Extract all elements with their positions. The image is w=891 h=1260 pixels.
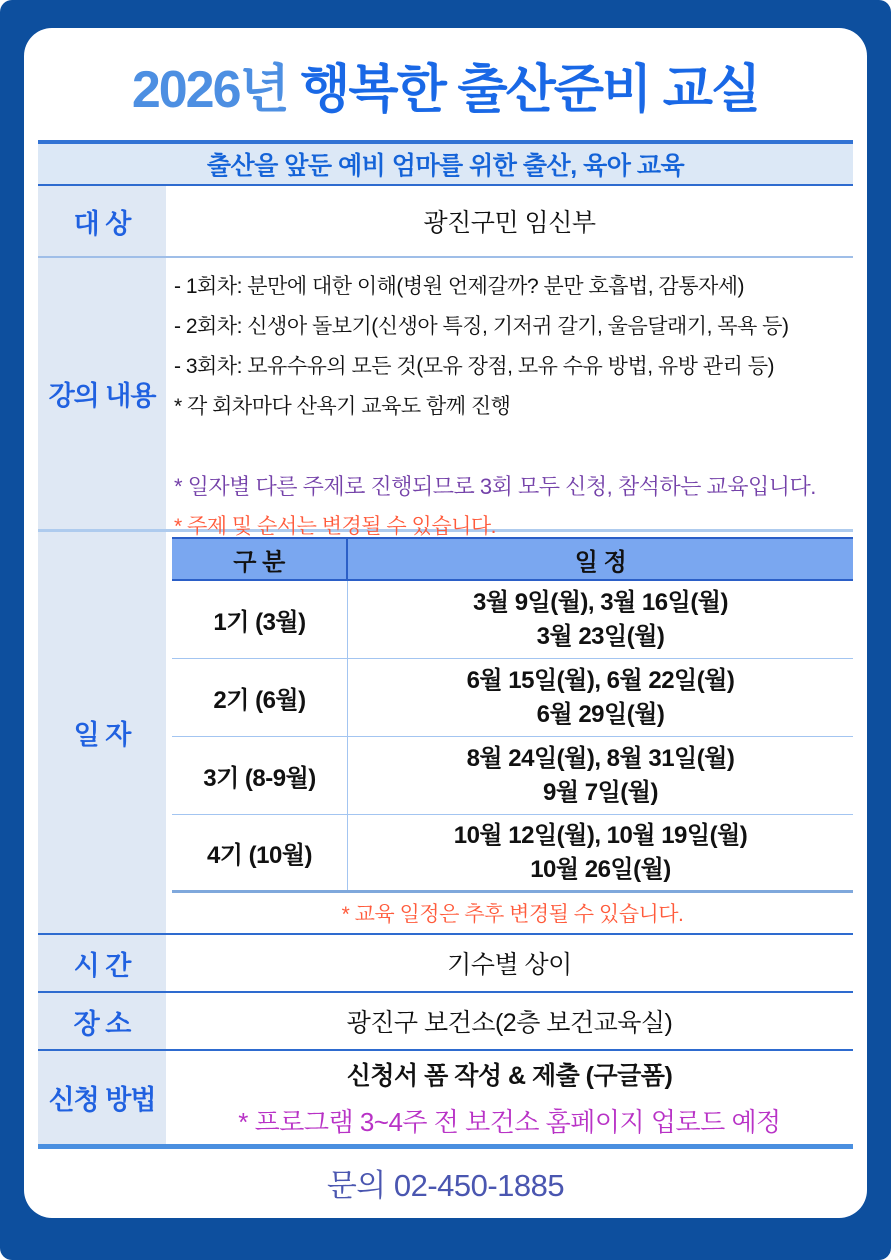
- page-title: [24, 28, 867, 140]
- schedule-row-3: [172, 737, 853, 815]
- time-label: 시 간: [38, 935, 166, 991]
- schedule-term: 2기 (6월): [172, 659, 348, 736]
- schedule-table: [172, 537, 853, 893]
- apply-method-note: * 프로그램 3~4주 전 보건소 홈페이지 업로드 예정: [238, 1107, 781, 1137]
- row-apply-method: [38, 1051, 853, 1149]
- info-table: [38, 140, 853, 1149]
- schedule-date-line: 3월 23일(월): [536, 622, 665, 650]
- lecture-line-1: - 1회차: 분만에 대한 이해(병원 언제갈까? 분만 호흡법, 감통자세): [174, 275, 745, 298]
- poster-card: [24, 28, 867, 1218]
- lecture-note-purple: * 일자별 다른 주제로 진행되므로 3회 모두 신청, 참석하는 교육입니다.: [174, 474, 816, 499]
- schedule-table-header: [172, 539, 853, 581]
- schedule-dates: [348, 659, 853, 736]
- lecture-line-2: - 2회차: 신생아 돌보기(신생아 특징, 기저귀 갈기, 울음달래기, 목욕 등): [174, 315, 789, 338]
- schedule-date-line: 6월 15일(월), 6월 22일(월): [466, 666, 735, 694]
- row-place: [38, 993, 853, 1051]
- target-value: 광진구민 임신부: [423, 209, 596, 237]
- schedule-term: 3기 (8-9월): [172, 737, 348, 814]
- schedule-date-line: 6월 29일(월): [536, 700, 665, 728]
- lecture-content-body: [166, 258, 853, 538]
- dates-label: 일 자: [38, 532, 166, 933]
- schedule-date-line: 10월 12일(월), 10월 19일(월): [453, 821, 748, 849]
- lecture-note-orange: * 주제 및 순서는 변경될 수 있습니다.: [174, 515, 497, 538]
- schedule-dates: [348, 581, 853, 658]
- schedule-date-line: 3월 9일(월), 3월 16일(월): [473, 588, 728, 616]
- apply-method-body: [166, 1051, 853, 1144]
- schedule-header-dates: 일 정: [574, 548, 627, 576]
- row-time: [38, 935, 853, 993]
- row-lecture-content: [38, 258, 853, 538]
- schedule-term: 1기 (3월): [172, 581, 348, 658]
- schedule-term: 4기 (10월): [172, 815, 348, 890]
- apply-method-label: 신청 방법: [38, 1051, 166, 1144]
- title-year: 2026년: [131, 60, 288, 119]
- schedule-row-1: [172, 581, 853, 659]
- schedule-date-line: 8월 24일(월), 8월 31일(월): [466, 744, 735, 772]
- schedule-row-4: [172, 815, 853, 893]
- dates-body: [166, 532, 853, 933]
- schedule-date-line: 9월 7일(월): [543, 778, 658, 806]
- contact-info: 문의 02-450-1885: [326, 1167, 565, 1203]
- row-target: [38, 186, 853, 258]
- schedule-note: * 교육 일정은 추후 변경될 수 있습니다.: [341, 903, 684, 926]
- target-label: 대 상: [38, 186, 166, 256]
- lecture-line-3: - 3회차: 모유수유의 모든 것(모유 장점, 모유 수유 방법, 유방 관리 등): [174, 355, 774, 378]
- time-value: 기수별 상이: [447, 951, 572, 979]
- lecture-line-4: * 각 회차마다 산욕기 교육도 함께 진행: [174, 395, 511, 418]
- spacer: [174, 427, 853, 467]
- place-label: 장 소: [38, 993, 166, 1049]
- schedule-dates: [348, 737, 853, 814]
- schedule-dates: [348, 815, 853, 890]
- apply-method-main: 신청서 폼 작성 & 제출 (구글폼): [346, 1062, 673, 1090]
- row-dates: [38, 532, 853, 935]
- lecture-content-label: 강의 내용: [38, 258, 166, 529]
- title-text: 행복한 출산준비 교실: [287, 60, 760, 119]
- schedule-row-2: [172, 659, 853, 737]
- subtitle-banner: 출산을 앞둔 예비 엄마를 위한 출산, 육아 교육: [38, 140, 853, 186]
- schedule-header-term: 구 분: [172, 539, 348, 579]
- schedule-date-line: 10월 26일(월): [530, 855, 671, 883]
- place-value: 광진구 보건소(2층 보건교육실): [346, 1009, 673, 1037]
